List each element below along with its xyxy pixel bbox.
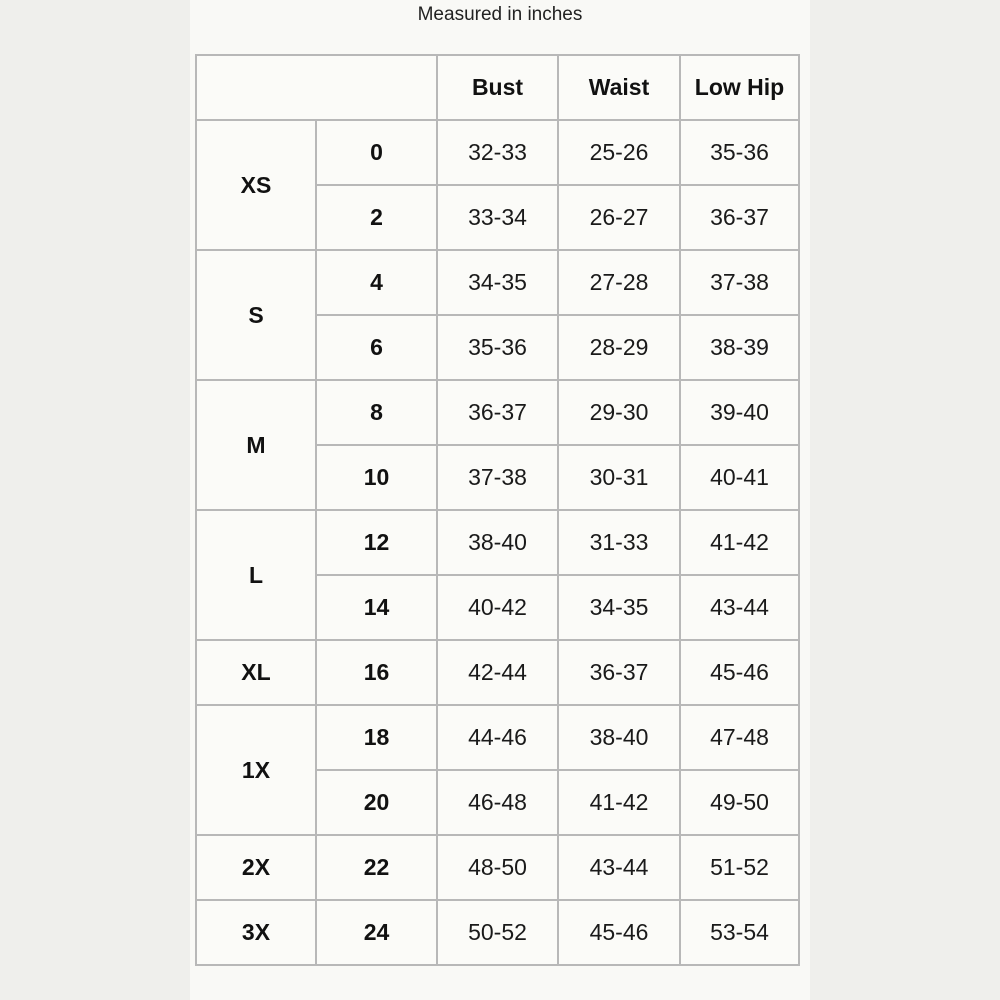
- table-row: [196, 120, 799, 185]
- waist-cell: 26-27: [558, 185, 680, 250]
- numeric-size-cell: 18: [316, 705, 437, 770]
- bust-cell: 44-46: [437, 705, 558, 770]
- waist-cell: 34-35: [558, 575, 680, 640]
- size-label-cell: 3X: [196, 900, 316, 965]
- bust-cell: 42-44: [437, 640, 558, 705]
- waist-cell: 43-44: [558, 835, 680, 900]
- bust-cell: 37-38: [437, 445, 558, 510]
- size-label-cell: XS: [196, 120, 316, 250]
- numeric-size-cell: 24: [316, 900, 437, 965]
- bust-cell: 34-35: [437, 250, 558, 315]
- measurement-caption: Measured in inches: [417, 4, 583, 25]
- table-row: [196, 510, 799, 575]
- numeric-size-cell: 4: [316, 250, 437, 315]
- size-label-cell: S: [196, 250, 316, 380]
- bust-cell: 38-40: [437, 510, 558, 575]
- bust-cell: 48-50: [437, 835, 558, 900]
- table-row: [196, 705, 799, 770]
- size-chart-table: [195, 54, 800, 966]
- numeric-size-cell: 6: [316, 315, 437, 380]
- numeric-size-cell: 16: [316, 640, 437, 705]
- waist-cell: 36-37: [558, 640, 680, 705]
- numeric-size-cell: 14: [316, 575, 437, 640]
- low-hip-cell: 36-37: [680, 185, 799, 250]
- waist-cell: 30-31: [558, 445, 680, 510]
- header-empty-cell: [196, 55, 437, 120]
- waist-cell: 41-42: [558, 770, 680, 835]
- bust-cell: 35-36: [437, 315, 558, 380]
- waist-cell: 45-46: [558, 900, 680, 965]
- low-hip-cell: 43-44: [680, 575, 799, 640]
- table-row: [196, 250, 799, 315]
- waist-cell: 28-29: [558, 315, 680, 380]
- bust-cell: 33-34: [437, 185, 558, 250]
- size-label-cell: 2X: [196, 835, 316, 900]
- bust-cell: 32-33: [437, 120, 558, 185]
- waist-cell: 31-33: [558, 510, 680, 575]
- low-hip-cell: 53-54: [680, 900, 799, 965]
- waist-cell: 27-28: [558, 250, 680, 315]
- table-row: [196, 380, 799, 445]
- low-hip-cell: 49-50: [680, 770, 799, 835]
- table-row: [196, 900, 799, 965]
- bust-cell: 40-42: [437, 575, 558, 640]
- header-row: [196, 55, 799, 120]
- size-label-cell: M: [196, 380, 316, 510]
- bust-cell: 50-52: [437, 900, 558, 965]
- numeric-size-cell: 22: [316, 835, 437, 900]
- table-row: [196, 835, 799, 900]
- low-hip-cell: 38-39: [680, 315, 799, 380]
- low-hip-cell: 41-42: [680, 510, 799, 575]
- size-label-cell: XL: [196, 640, 316, 705]
- numeric-size-cell: 0: [316, 120, 437, 185]
- low-hip-cell: 45-46: [680, 640, 799, 705]
- header-waist: Waist: [558, 55, 680, 120]
- low-hip-cell: 51-52: [680, 835, 799, 900]
- size-label-cell: L: [196, 510, 316, 640]
- waist-cell: 29-30: [558, 380, 680, 445]
- numeric-size-cell: 20: [316, 770, 437, 835]
- bust-cell: 36-37: [437, 380, 558, 445]
- low-hip-cell: 39-40: [680, 380, 799, 445]
- low-hip-cell: 37-38: [680, 250, 799, 315]
- low-hip-cell: 40-41: [680, 445, 799, 510]
- low-hip-cell: 47-48: [680, 705, 799, 770]
- numeric-size-cell: 2: [316, 185, 437, 250]
- table-row: [196, 640, 799, 705]
- header-low-hip: Low Hip: [680, 55, 799, 120]
- numeric-size-cell: 8: [316, 380, 437, 445]
- numeric-size-cell: 10: [316, 445, 437, 510]
- waist-cell: 25-26: [558, 120, 680, 185]
- header-bust: Bust: [437, 55, 558, 120]
- size-table-body: [196, 120, 799, 965]
- numeric-size-cell: 12: [316, 510, 437, 575]
- size-label-cell: 1X: [196, 705, 316, 835]
- low-hip-cell: 35-36: [680, 120, 799, 185]
- waist-cell: 38-40: [558, 705, 680, 770]
- bust-cell: 46-48: [437, 770, 558, 835]
